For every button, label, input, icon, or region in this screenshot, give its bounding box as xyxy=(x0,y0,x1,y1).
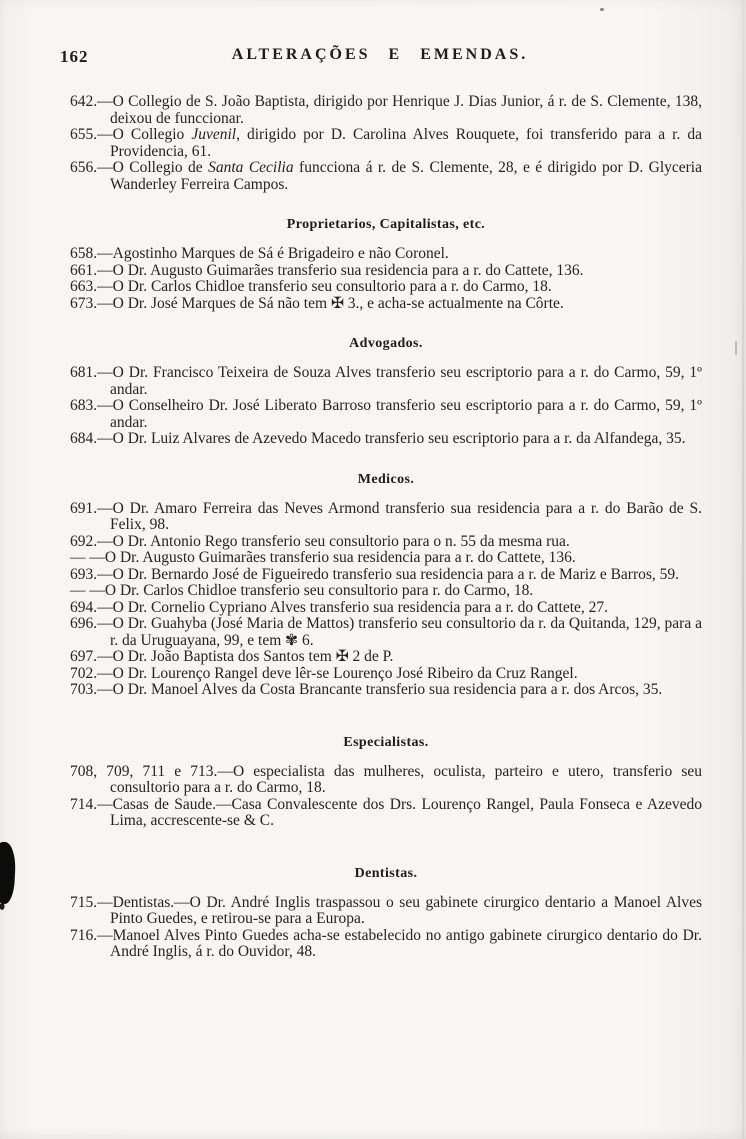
entry-text: —O Collegio de Santa Cecilia funcciona á r. de S. Clemente, 28, e é dirigido por D. Glyceria Wanderley Ferreira Campos. xyxy=(97,159,702,193)
entry-number: 691. xyxy=(70,499,98,517)
entry-text: —O Collegio Juvenil, dirigido por D. Carolina Alves Rouquete, foi transferido para a r. da Providencia, 61. xyxy=(97,126,702,160)
entry-text: —O Dr. Augusto Guimarães transferio sua residencia para a r. do Cattete, 136. xyxy=(97,261,584,279)
paper-speck xyxy=(600,8,604,11)
entry-row xyxy=(70,550,702,567)
entry-text: —O Dr. Luiz Alvares de Azevedo Macedo transferio seu escriptorio para a r. da Alfandega, 35. xyxy=(97,430,686,447)
entry-text: —O Dr. Augusto Guimarães transferio sua residencia para a r. do Cattete, 136. xyxy=(85,549,576,566)
entry-number: 683. xyxy=(70,397,98,414)
entry-number: 673. xyxy=(70,294,98,312)
entry-number: 684. xyxy=(70,430,98,447)
entry-row xyxy=(70,583,702,600)
entry-text: —O Collegio de S. João Baptista, dirigido por Henrique J. Dias Junior, á r. de S. Clemente, 138, deixou de funccionar. xyxy=(97,93,702,127)
entry-text: —O Dr. Manoel Alves da Costa Brancante transferio sua residencia para a r. dos Arcos, 35. xyxy=(97,681,663,698)
page-header xyxy=(58,46,702,70)
entry-text: —Casas de Saude.—Casa Convalescente dos Drs. Lourenço Rangel, Paula Fonseca e Azevedo Lima, accrescente-se & C. xyxy=(97,795,702,829)
entry-row xyxy=(70,649,702,666)
entries-list xyxy=(70,94,702,961)
entry-text: —O Conselheiro Dr. José Liberato Barroso transferio seu escriptorio para a r. do Carmo, 59, 1º andar. xyxy=(97,397,702,431)
entry-row xyxy=(70,764,702,797)
entry-row xyxy=(70,928,702,961)
entry-text: —Dentistas.—O Dr. André Inglis traspassou o seu gabinete cirurgico dentario a Manoel Alves Pinto Guedes, e retirou-se para a Europa. xyxy=(97,893,702,927)
entry-row xyxy=(70,534,702,551)
entry-text: —O Dr. Lourenço Rangel deve lêr-se Lourenço José Ribeiro da Cruz Rangel. xyxy=(97,664,578,682)
section-heading: Especialistas. xyxy=(343,734,429,750)
entry-row xyxy=(70,279,702,296)
entry-row xyxy=(70,567,702,584)
entry-row xyxy=(70,431,702,448)
entry-row xyxy=(70,263,702,280)
section-heading: Medicos. xyxy=(357,471,415,487)
entry-text: —O especialista das mulheres, oculista, parteiro e utero, transferio seu consultorio para a r. do Carmo, 18. xyxy=(110,762,702,796)
entry-row xyxy=(70,666,702,683)
entry-row xyxy=(70,246,702,263)
entry-row xyxy=(70,600,702,617)
entry-text: —O Dr. Antonio Rego transferio seu consultorio para o n. 55 da mesma rua. xyxy=(97,532,570,550)
entry-number: 694. xyxy=(70,598,98,616)
entry-number: 702. xyxy=(70,664,98,682)
entry-row xyxy=(70,616,702,649)
scan-edge-shadow xyxy=(742,0,744,1139)
entry-number: 714. xyxy=(70,795,98,813)
entry-text: —O Dr. João Baptista dos Santos tem ✠ 2 de P. xyxy=(97,648,394,665)
entry-number: 663. xyxy=(70,278,98,295)
entry-text: —O Dr. Carlos Chidloe transferio seu consultorio para a r. do Carmo, 18. xyxy=(97,278,552,295)
entry-row xyxy=(70,797,702,830)
entry-row xyxy=(70,127,702,160)
ink-smudge-artifact xyxy=(0,842,16,905)
entry-number: 708, 709, 711 e 713. xyxy=(70,762,218,780)
section-heading: Advogados. xyxy=(349,336,423,351)
entry-number: 681. xyxy=(70,364,98,381)
page-number: 162 xyxy=(60,47,89,66)
entry-text: —Manoel Alves Pinto Guedes acha-se estabelecido no antigo gabinete cirurgico dentario do Dr. André Inglis, á r. do Ouvidor, 48. xyxy=(97,926,702,960)
entry-number: 693. xyxy=(70,565,98,583)
entry-number: 661. xyxy=(70,261,98,279)
entry-row xyxy=(70,682,702,699)
page-title: ALTERAÇÕES E EMENDAS. xyxy=(231,46,529,63)
entry-number: 656. xyxy=(70,159,98,176)
section-heading: Proprietarios, Capitalistas, etc. xyxy=(286,217,486,232)
entry-text: —O Dr. Bernardo José de Figueiredo transferio sua residencia para a r. de Mariz e Barros, 59. xyxy=(97,565,680,583)
entry-row xyxy=(70,94,702,127)
entry-number: 658. xyxy=(70,245,98,262)
entry-row xyxy=(70,160,702,193)
entry-number: — xyxy=(70,582,86,599)
entry-text: —O Dr. Amaro Ferreira das Neves Armond transferio sua residencia para a r. do Barão de S. Felix, 98. xyxy=(97,499,702,533)
entry-text: —O Dr. Francisco Teixeira de Souza Alves transferio seu escriptorio para a r. do Carmo, 59, 1º andar. xyxy=(97,364,702,398)
entry-number: 696. xyxy=(70,615,98,632)
entry-text: —O Dr. Carlos Chidloe transferio seu consultorio para r. do Carmo, 18. xyxy=(85,582,534,599)
entry-row xyxy=(70,296,702,313)
entry-text: —Agostinho Marques de Sá é Brigadeiro e não Coronel. xyxy=(97,245,449,262)
entry-row xyxy=(70,398,702,431)
entry-text: —O Dr. José Marques de Sá não tem ✠ 3., e acha-se actualmente na Côrte. xyxy=(97,294,564,312)
entry-number: 655. xyxy=(70,126,98,143)
entry-number: 715. xyxy=(70,893,98,911)
entry-row xyxy=(70,501,702,534)
entry-number: — xyxy=(70,549,86,566)
entry-number: 697. xyxy=(70,648,98,665)
entry-row xyxy=(70,365,702,398)
entry-text: —O Dr. Cornelio Cypriano Alves transferio sua residencia para a r. do Cattete, 27. xyxy=(97,598,609,616)
section-heading: Dentistas. xyxy=(354,865,418,881)
paper-speck xyxy=(735,341,737,355)
entry-number: 716. xyxy=(70,926,98,944)
entry-row xyxy=(70,895,702,928)
entry-number: 703. xyxy=(70,681,98,698)
entry-text: —O Dr. Guahyba (José Maria de Mattos) transferio seu consultorio da r. da Quitanda, 129, para a r. da Uruguayana, 99, e tem ✾ 6. xyxy=(97,615,702,649)
entry-number: 642. xyxy=(70,93,98,110)
entry-number: 692. xyxy=(70,532,98,550)
